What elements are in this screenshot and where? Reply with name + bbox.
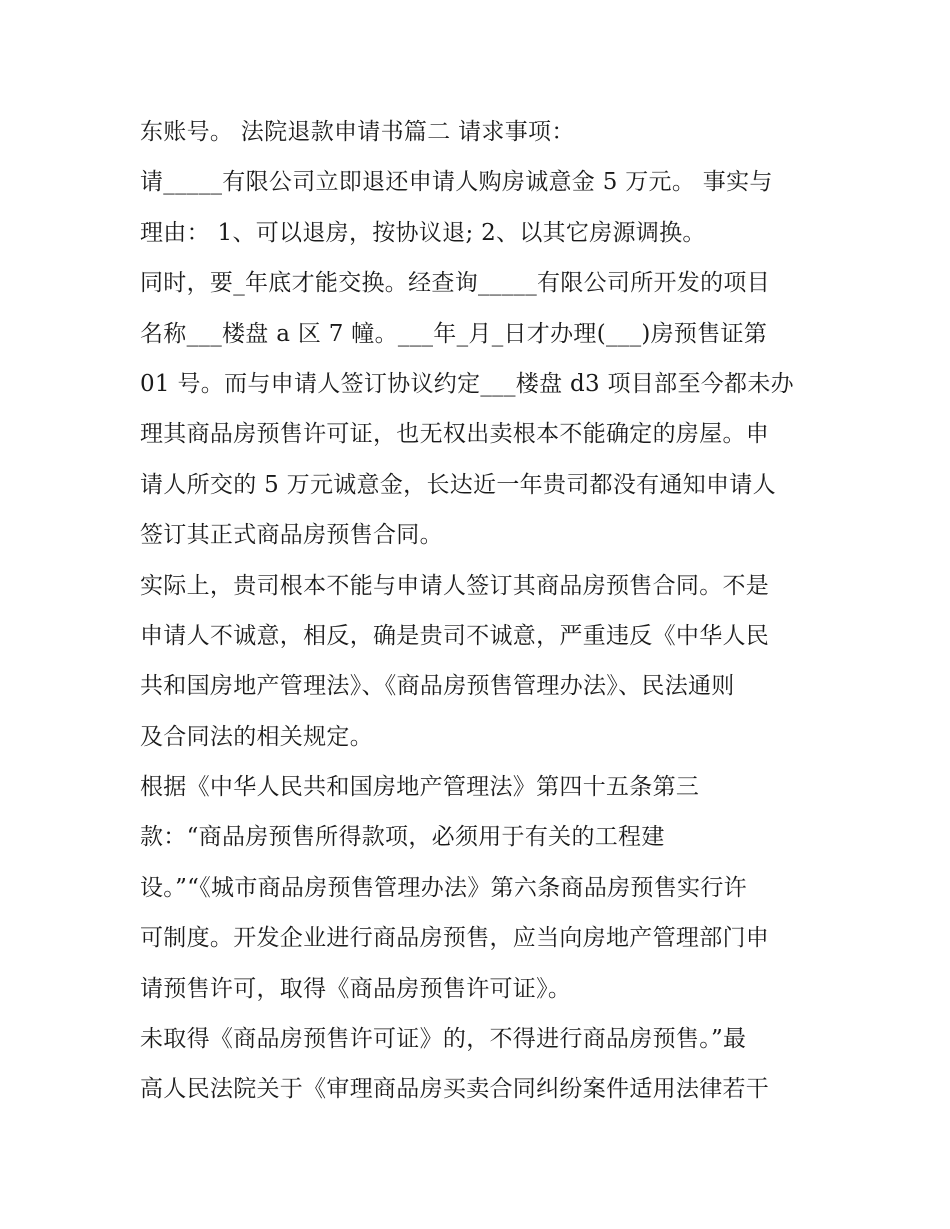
text-line: 理由： 1、可以退房，按协议退; 2、以其它房源调换。 bbox=[140, 219, 706, 246]
text-line: 理其商品房预售许可证，也无权出卖根本不能确定的房屋。申 bbox=[140, 421, 770, 448]
text-line: 高人民法院关于《审理商品房买卖合同纠纷案件适用法律若干 bbox=[140, 1076, 770, 1103]
text-line: 签订其正式商品房预售合同。 bbox=[140, 522, 443, 549]
text-line: 共和国房地产管理法》、《商品房预售管理办法》、民法通则 bbox=[140, 673, 735, 700]
text-line: 东账号。 法院退款申请书篇二 请求事项： bbox=[140, 119, 575, 145]
text-line: 01 号。而与申请人签订协议约定___楼盘 d3 项目部至今都未办 bbox=[140, 370, 794, 397]
text-line: 款：“商品房预售所得款项，必须用于有关的工程建 bbox=[140, 824, 665, 851]
text-line: 名称___楼盘 a 区 7 幢。___年_月_日才办理(___)房预售证第 bbox=[140, 320, 768, 347]
text-line: 请预售许可，取得《商品房预售许可证》。 bbox=[140, 975, 572, 1002]
text-line: 及合同法的相关规定。 bbox=[140, 723, 373, 750]
text-line: 申请人不诚意，相反，确是贵司不诚意，严重违反《中华人民 bbox=[140, 622, 770, 649]
text-line: 可制度。开发企业进行商品房预售，应当向房地产管理部门申 bbox=[140, 925, 770, 952]
text-line: 请_____有限公司立即退还申请人购房诚意金 5 万元。 事实与 bbox=[140, 169, 773, 196]
text-line: 设。”“《城市商品房预售管理办法》第六条商品房预售实行许 bbox=[140, 874, 747, 901]
text-line: 请人所交的 5 万元诚意金，长达近一年贵司都没有通知申请人 bbox=[140, 471, 776, 498]
document-body bbox=[140, 107, 820, 1115]
text-line: 实际上，贵司根本不能与申请人签订其商品房预售合同。不是 bbox=[140, 572, 770, 599]
text-line: 同时，要_年底才能交换。经查询_____有限公司所开发的项目 bbox=[140, 270, 770, 297]
text-line: 根据《中华人民共和国房地产管理法》第四十五条第三 bbox=[140, 774, 700, 801]
text-line: 未取得《商品房预售许可证》的，不得进行商品房预售。”最 bbox=[140, 1026, 747, 1053]
